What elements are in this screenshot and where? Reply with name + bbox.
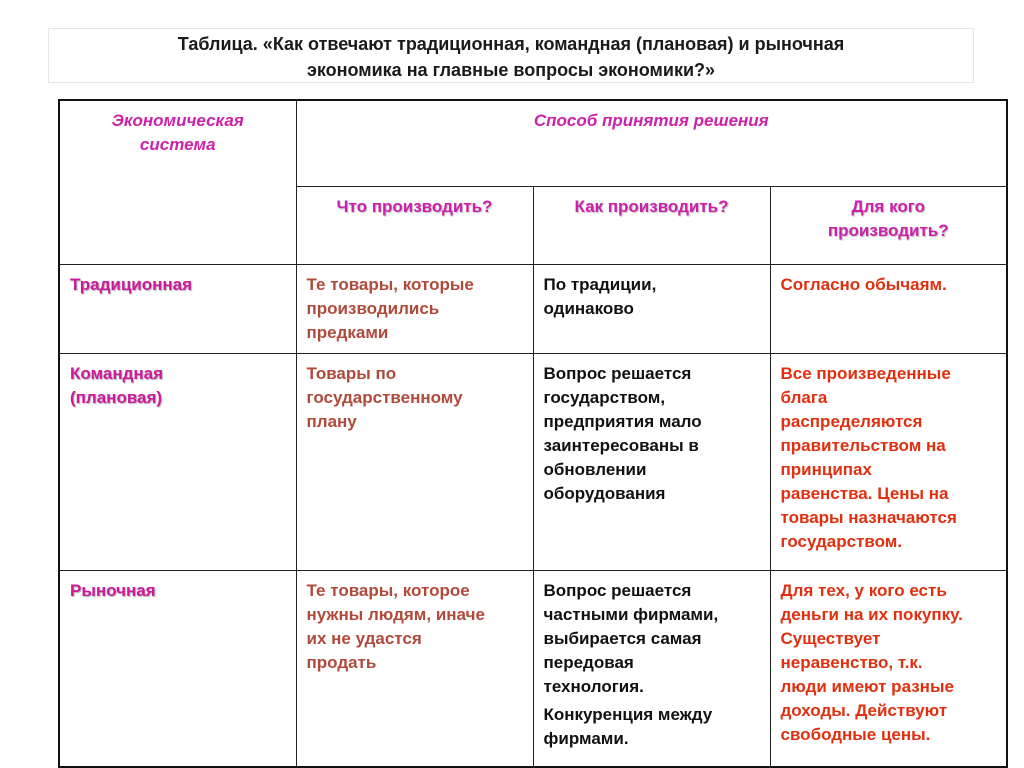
header-system: Экономическая система (59, 100, 296, 264)
header-method: Способ принятия решения (296, 100, 1007, 186)
header-row-top (59, 100, 1007, 186)
row-system-command: Командная (плановая) (59, 353, 296, 570)
row-for-whom-traditional: Согласно обычаям. (770, 264, 1007, 353)
economy-table (58, 99, 1008, 768)
row-how-command: Вопрос решается государством, предприятия мало заинтересованы в обновлении оборудования (533, 353, 770, 570)
row-what-market: Те товары, которое нужны людям, иначе их не удастся продать (296, 570, 533, 767)
row-how-traditional: По традиции, одинаково (533, 264, 770, 353)
page-title (48, 28, 974, 83)
table-row-traditional (59, 264, 1007, 353)
row-system-traditional: Традиционная (59, 264, 296, 353)
row-what-command: Товары по государственному плану (296, 353, 533, 570)
row-for-whom-command: Все произведенные блага распределяются правительством на принципах равенства. Цены на товары назначаются государством. (770, 353, 1007, 570)
row-for-whom-market: Для тех, у кого есть деньги на их покупку. Существует неравенство, т.к. люди имеют разные доходы. Действуют свободные цены. (770, 570, 1007, 767)
row-what-traditional: Те товары, которые производились предками (296, 264, 533, 353)
title-line-2: экономика на главные вопросы экономики?» (306, 60, 716, 80)
row-system-market: Рыночная (59, 570, 296, 767)
header-how: Как производить? (533, 186, 770, 264)
table-row-market (59, 570, 1007, 767)
table-row-command (59, 353, 1007, 570)
title-line-1: Таблица. «Как отвечают традиционная, командная (плановая) и рыночная (177, 34, 845, 54)
row-how-market: Вопрос решается частными фирмами, выбирается самая передовая технология. Конкуренция между фирмами. (533, 570, 770, 767)
header-what: Что производить? (296, 186, 533, 264)
header-for-whom: Для кого производить? (770, 186, 1007, 264)
